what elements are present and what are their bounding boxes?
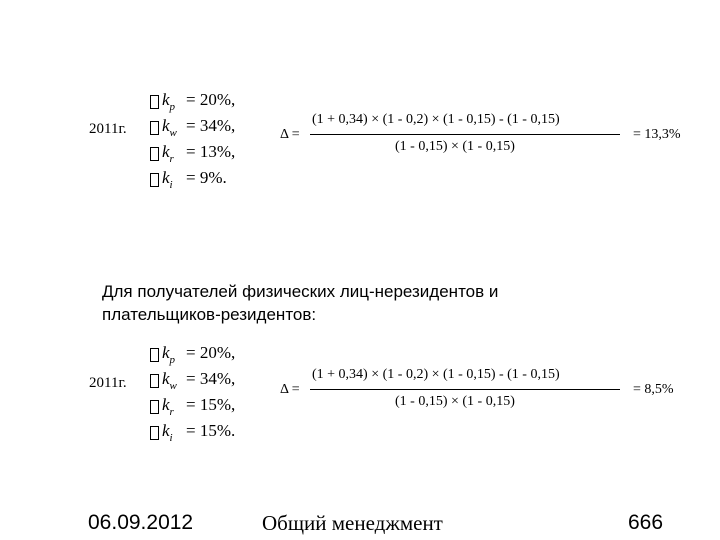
brace-box bbox=[150, 147, 159, 161]
brace-box bbox=[150, 173, 159, 187]
rate-system-2 bbox=[150, 343, 290, 453]
brace-box bbox=[150, 374, 159, 388]
fraction-bar bbox=[310, 389, 620, 390]
coefficient-value: = 34%, bbox=[186, 369, 236, 388]
coefficient-symbol: $k_r$ bbox=[162, 395, 174, 419]
coefficient-value: = 34%, bbox=[186, 116, 236, 135]
coefficient-symbol: $k_p$ bbox=[162, 90, 176, 114]
brace-box bbox=[150, 400, 159, 414]
coefficient-symbol: $k_i$ bbox=[162, 421, 173, 445]
rate-system-1 bbox=[150, 90, 290, 200]
delta-formula-2 bbox=[280, 367, 700, 417]
delta-formula-1 bbox=[280, 112, 700, 162]
footer-page-number: 666 bbox=[628, 511, 664, 534]
coefficient-symbol: $k_r$ bbox=[162, 142, 174, 166]
formula-denominator: (1 - 0,15) × (1 - 0,15) bbox=[395, 394, 515, 409]
brace-box bbox=[150, 95, 159, 109]
delta-symbol: Δ = bbox=[280, 382, 300, 397]
brace-box bbox=[150, 121, 159, 135]
coefficient-symbol: $k_w$ bbox=[162, 369, 177, 393]
brace-box bbox=[150, 426, 159, 440]
footer-title: Общий менеджмент bbox=[262, 511, 443, 535]
coefficient-value: = 13%, bbox=[186, 142, 236, 161]
heading-line-2: плательщиков-резидентов: bbox=[102, 305, 317, 324]
formula-result: = 8,5% bbox=[633, 382, 674, 397]
year-label-2: 2011г. bbox=[89, 375, 127, 391]
coefficient-value: = 15%, bbox=[186, 395, 236, 414]
brace-box bbox=[150, 348, 159, 362]
formula-result: = 13,3% bbox=[633, 127, 681, 142]
footer-date: 06.09.2012 bbox=[88, 511, 194, 534]
coefficient-value: = 20%, bbox=[186, 90, 236, 109]
formula-numerator: (1 + 0,34) × (1 - 0,2) × (1 - 0,15) - (1 - 0,15) bbox=[312, 112, 560, 127]
coefficient-value: = 20%, bbox=[186, 343, 236, 362]
fraction-bar bbox=[310, 134, 620, 135]
year-label-1: 2011г. bbox=[89, 121, 127, 137]
coefficient-symbol: $k_p$ bbox=[162, 343, 176, 367]
formula-denominator: (1 - 0,15) × (1 - 0,15) bbox=[395, 139, 515, 154]
section-heading bbox=[102, 280, 498, 326]
delta-symbol: Δ = bbox=[280, 127, 300, 142]
coefficient-symbol: $k_i$ bbox=[162, 168, 173, 192]
formula-numerator: (1 + 0,34) × (1 - 0,2) × (1 - 0,15) - (1 - 0,15) bbox=[312, 367, 560, 382]
heading-line-1: Для получателей физических лиц-нерезидентов и bbox=[102, 282, 499, 301]
coefficient-value: = 9%. bbox=[186, 168, 227, 187]
coefficient-value: = 15%. bbox=[186, 421, 236, 440]
coefficient-symbol: $k_w$ bbox=[162, 116, 177, 140]
